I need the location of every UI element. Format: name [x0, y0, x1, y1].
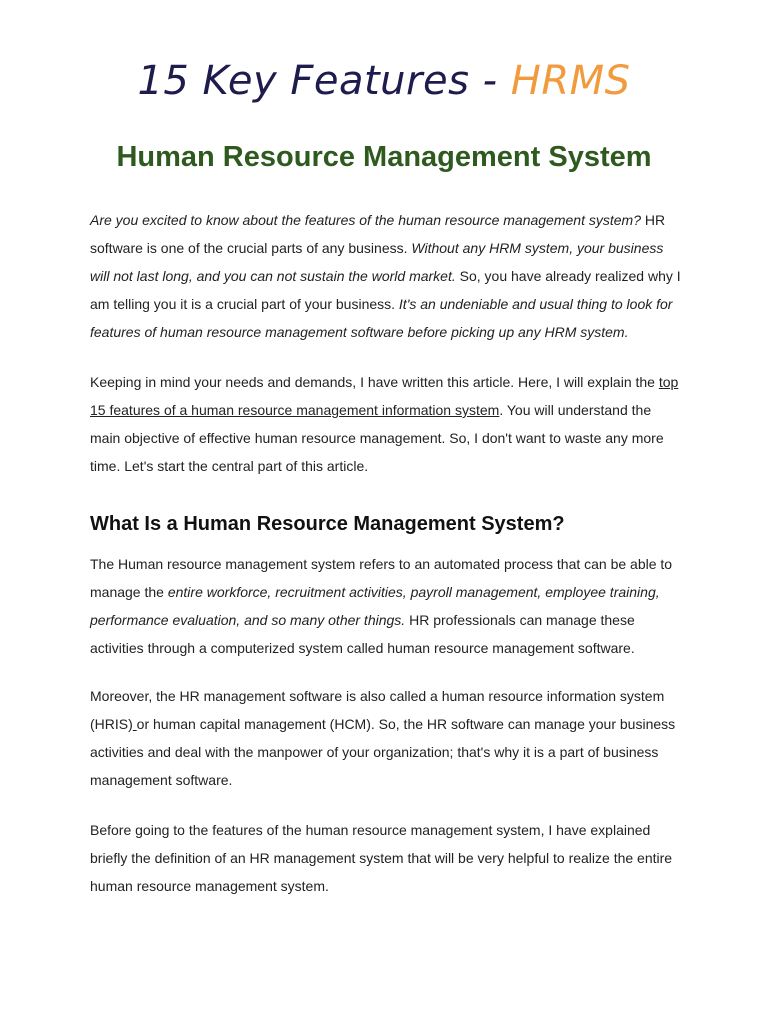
intro-sentence-2: HR software is one of the crucial parts of any business. — [90, 212, 666, 256]
paragraph5-text: Before going to the features of the human resource management system, I have explained briefly the definition of an HR management system that will be very helpful to realize the entire human resource management system. — [90, 822, 673, 894]
intro-sentence-3: Without any HRM system, your business will not last long, and you can not sustain the world market. — [90, 240, 664, 284]
paragraph4-sentence-1: Moreover, the HR management software is also called a human resource information system (HRIS) — [90, 688, 665, 732]
section-heading: What Is a Human Resource Management System? — [90, 513, 565, 535]
intro-sentence-5: It's an undeniable and usual thing to look for features of human resource management software before picking up any HRM system. — [90, 296, 673, 340]
document-title — [0, 58, 768, 104]
hris-paragraph — [90, 682, 682, 794]
features-article-link[interactable]: top 15 features of a human resource management information system — [90, 374, 679, 418]
intro-paragraph — [90, 206, 682, 346]
paragraph2-after-link: . You will understand the main objective of effective human resource management. So, I don't want to waste any more time. Let's start the central part of this article. — [90, 402, 664, 474]
document-subtitle: Human Resource Management System — [116, 141, 652, 173]
intro-sentence-4: So, you have already realized why I am telling you it is a crucial part of your business. — [90, 268, 681, 312]
paragraph2-before-link: Keeping in mind your needs and demands, I have written this article. Here, I will explain the — [90, 374, 659, 390]
paragraph3-sentence-3: HR professionals can manage these activities through a computerized system called human resource management software. — [90, 612, 635, 656]
article-intro-paragraph — [90, 368, 682, 480]
intro-sentence-1: Are you excited to know about the features of the human resource management system? — [90, 212, 641, 228]
paragraph3-sentence-1: The Human resource management system refers to an automated process that can be able to manage the — [90, 556, 673, 600]
title-accent: HRMS — [510, 58, 631, 104]
closing-paragraph — [90, 816, 682, 900]
definition-paragraph — [90, 550, 682, 662]
title-main: 15 Key Features - — [137, 58, 511, 104]
paragraph3-sentence-2: entire workforce, recruitment activities, payroll management, employee training, performance evaluation, and so many other things. — [90, 584, 660, 628]
paragraph4-sentence-2: or human capital management (HCM). So, the HR software can manage your business activities and deal with the manpower of your organization; that's why it is a part of business management software. — [90, 716, 676, 788]
